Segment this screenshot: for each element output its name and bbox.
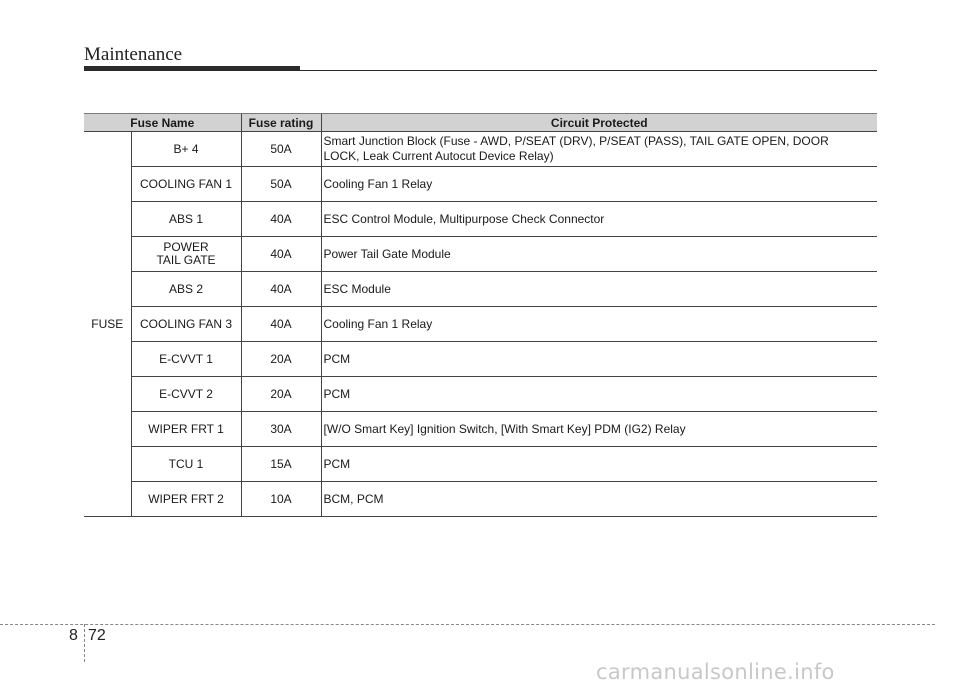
fuse-name-cell: POWER TAIL GATE	[131, 237, 241, 272]
table-row	[84, 132, 877, 167]
fuse-name-cell: E-CVVT 2	[131, 377, 241, 412]
footer-divider	[0, 624, 935, 625]
fuse-name-cell: COOLING FAN 3	[131, 307, 241, 342]
circuit-protected-cell: ESC Control Module, Multipurpose Check Connector	[321, 202, 877, 237]
fuse-rating-cell: 40A	[241, 307, 321, 342]
circuit-protected-cell: [W/O Smart Key] Ignition Switch, [With Smart Key] PDM (IG2) Relay	[321, 412, 877, 447]
column-header-circuit-protected: Circuit Protected	[321, 114, 877, 132]
column-header-fuse-rating: Fuse rating	[241, 114, 321, 132]
fuse-rating-cell: 20A	[241, 377, 321, 412]
watermark: carmanualsonline.info	[596, 660, 835, 684]
fuse-table-body	[84, 132, 877, 517]
fuse-name-cell: WIPER FRT 1	[131, 412, 241, 447]
page-number: 72	[88, 627, 106, 644]
fuse-rating-cell: 20A	[241, 342, 321, 377]
table-row	[84, 447, 877, 482]
fuse-name-cell: B+ 4	[131, 132, 241, 167]
fuse-rating-cell: 50A	[241, 167, 321, 202]
circuit-protected-cell: Cooling Fan 1 Relay	[321, 307, 877, 342]
footer-page-divider	[84, 624, 85, 662]
table-row	[84, 342, 877, 377]
fuse-name-cell: ABS 1	[131, 202, 241, 237]
fuse-rating-cell: 40A	[241, 237, 321, 272]
fuse-rating-cell: 30A	[241, 412, 321, 447]
fuse-rating-cell: 15A	[241, 447, 321, 482]
fuse-name-cell: ABS 2	[131, 272, 241, 307]
table-row	[84, 412, 877, 447]
column-header-fuse-name: Fuse Name	[84, 114, 241, 132]
table-row	[84, 307, 877, 342]
circuit-protected-cell: PCM	[321, 447, 877, 482]
circuit-protected-cell: Power Tail Gate Module	[321, 237, 877, 272]
fuse-group-label: FUSE	[84, 132, 131, 517]
circuit-protected-cell: Cooling Fan 1 Relay	[321, 167, 877, 202]
circuit-protected-cell: BCM, PCM	[321, 482, 877, 517]
circuit-protected-cell: ESC Module	[321, 272, 877, 307]
table-row	[84, 272, 877, 307]
fuse-name-cell: COOLING FAN 1	[131, 167, 241, 202]
fuse-name-cell: WIPER FRT 2	[131, 482, 241, 517]
page-title: Maintenance	[84, 44, 183, 65]
table-row	[84, 482, 877, 517]
table-row	[84, 237, 877, 272]
circuit-protected-cell: PCM	[321, 342, 877, 377]
fuse-name-cell: E-CVVT 1	[131, 342, 241, 377]
table-row	[84, 377, 877, 412]
header-rule-thin	[300, 70, 877, 71]
fuse-rating-cell: 10A	[241, 482, 321, 517]
circuit-protected-cell: Smart Junction Block (Fuse - AWD, P/SEAT (DRV), P/SEAT (PASS), TAIL GATE OPEN, DOOR LOCK, Leak Current Autocut Device Relay)	[321, 132, 877, 167]
fuse-rating-cell: 50A	[241, 132, 321, 167]
header-rule-thick	[84, 66, 300, 71]
table-header-row	[84, 114, 877, 132]
table-row	[84, 167, 877, 202]
circuit-protected-cell: PCM	[321, 377, 877, 412]
fuse-table	[84, 113, 877, 517]
page-section-number: 8	[69, 627, 78, 644]
fuse-rating-cell: 40A	[241, 202, 321, 237]
fuse-name-cell: TCU 1	[131, 447, 241, 482]
fuse-rating-cell: 40A	[241, 272, 321, 307]
table-row	[84, 202, 877, 237]
